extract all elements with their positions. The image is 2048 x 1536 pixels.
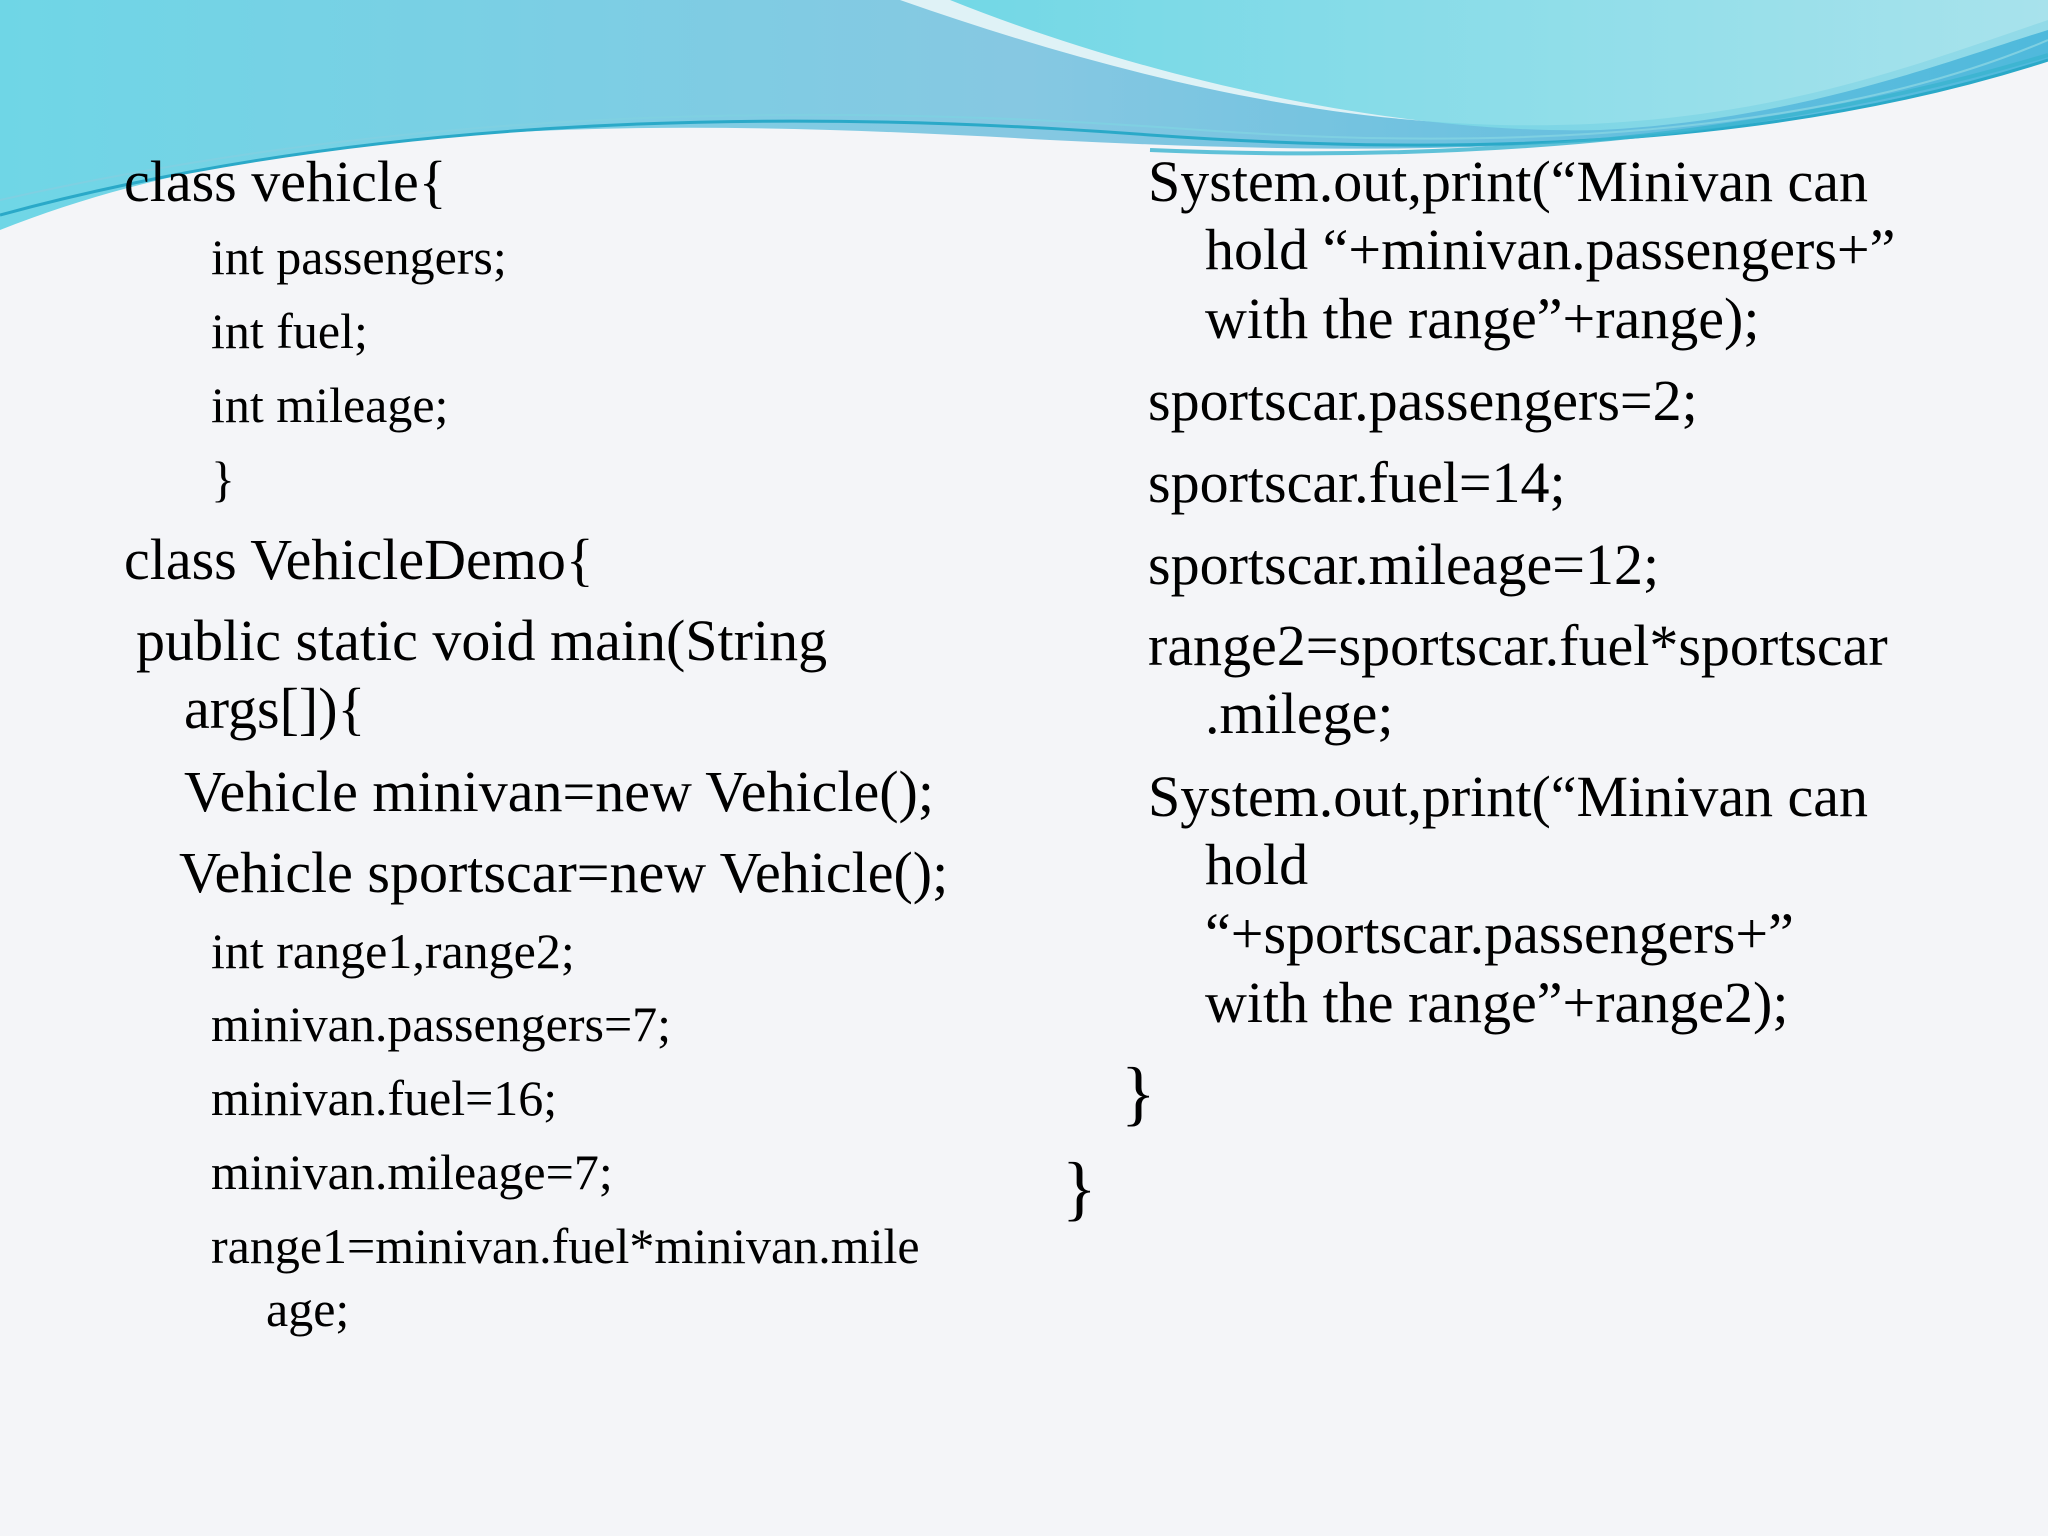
code-line: Vehicle sportscar=new Vehicle();: [179, 840, 949, 905]
code-line: hold: [1205, 832, 1309, 897]
code-line: range1=minivan.fuel*minivan.mile: [211, 1218, 920, 1274]
code-line: int fuel;: [211, 303, 368, 359]
code-line: .milege;: [1205, 681, 1394, 746]
code-line: public static void main(String: [136, 608, 828, 673]
code-line: range2=sportscar.fuel*sportscar: [1148, 613, 1888, 678]
code-line: args[]){: [184, 676, 366, 741]
code-line: minivan.mileage=7;: [211, 1144, 613, 1200]
code-line: hold “+minivan.passengers+”: [1205, 217, 1896, 282]
code-line: int mileage;: [211, 377, 449, 433]
code-line: class vehicle{: [124, 149, 447, 214]
code-line: int range1,range2;: [211, 923, 575, 979]
closing-brace: }: [1121, 1053, 1156, 1133]
code-line: sportscar.mileage=12;: [1148, 532, 1660, 597]
closing-brace: }: [1062, 1148, 1097, 1228]
code-line: with the range”+range2);: [1205, 970, 1789, 1035]
code-line: sportscar.passengers=2;: [1148, 368, 1698, 433]
code-line: }: [211, 451, 235, 507]
code-line: “+sportscar.passengers+”: [1205, 901, 1794, 966]
code-line: age;: [266, 1281, 350, 1337]
code-line: minivan.passengers=7;: [211, 996, 672, 1052]
code-line: System.out,print(“Minivan can: [1148, 149, 1869, 214]
code-line: Vehicle minivan=new Vehicle();: [184, 759, 934, 824]
code-line: int passengers;: [211, 229, 507, 285]
code-line: sportscar.fuel=14;: [1148, 450, 1566, 515]
code-line: System.out,print(“Minivan can: [1148, 764, 1869, 829]
code-line: with the range”+range);: [1205, 286, 1760, 351]
code-line: minivan.fuel=16;: [211, 1070, 558, 1126]
code-line: class VehicleDemo{: [124, 527, 594, 592]
